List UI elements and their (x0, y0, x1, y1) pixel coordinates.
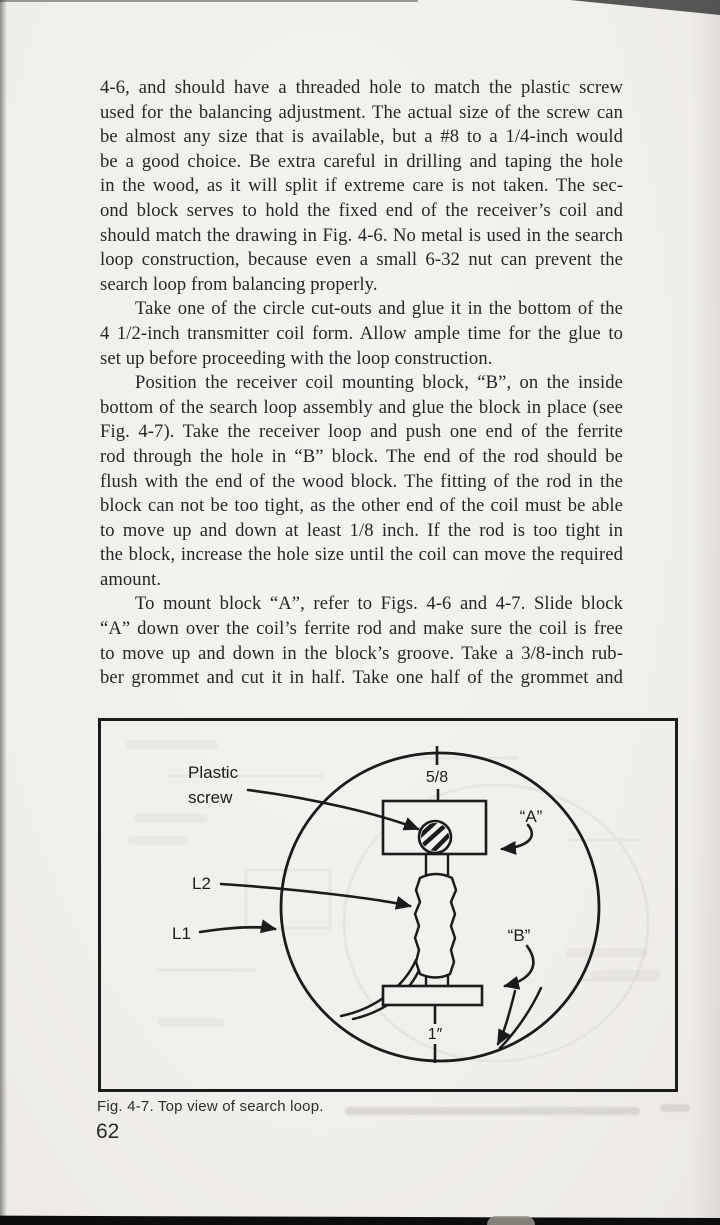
label-block-a: “A” (519, 807, 543, 826)
label-dim-top: 5/8 (425, 769, 449, 786)
paragraph (100, 371, 623, 592)
text-line: To mount block “A”, refer to Figs. 4-6 and 4-7. Slide block (135, 593, 623, 615)
text-line: flush with the end of the wood block. The fitting of the rod in the (100, 470, 623, 492)
paragraph (100, 592, 623, 690)
text-line: be a good choice. Be extra careful in drilling and taping the hole (100, 150, 623, 172)
block-b-arrow (505, 946, 533, 986)
text-line: 4 1/2-inch transmitter coil form. Allow ample time for the glue to (100, 322, 623, 344)
text-line: the block, increase the hole size until the coil can move the required (100, 544, 623, 566)
block-b (383, 986, 482, 1005)
text-line: should match the drawing in Fig. 4-6. No metal is used in the search (100, 224, 623, 246)
text-line: block can not be too tight, as the other end of the coil must be able (100, 495, 623, 517)
scan-edge-top (0, 0, 418, 2)
bleed-through-ghost (345, 1107, 640, 1115)
page-number: 62 (96, 1120, 120, 1143)
text-line: be almost any size that is available, but a #8 to a 1/4-inch would (100, 126, 623, 148)
l1-arrow (200, 927, 275, 932)
figure-svg (98, 718, 678, 1092)
text-line: bottom of the search loop assembly and glue the block in place (see (100, 396, 623, 418)
block-a-arrow (502, 825, 532, 849)
paragraph (100, 76, 623, 297)
text-line: used for the balancing adjustment. The actual size of the screw can (100, 101, 623, 123)
scan-edge-right-shade (690, 0, 720, 1225)
text-line: 4-6, and should have a threaded hole to match the plastic screw (100, 77, 623, 98)
label-plastic-screw-line2: screw (188, 788, 233, 807)
bleed-through-ghost (660, 1104, 690, 1112)
label-coil-l2: L2 (192, 874, 211, 893)
text-line: amount. (100, 568, 162, 590)
text-line: rod through the hole in “B” block. The end of the rod should be (100, 445, 623, 467)
label-dim-bottom: 1″ (427, 1026, 443, 1043)
text-line: to move up and down in the block’s groove. Take a 3/8-inch rub- (100, 642, 623, 664)
text-line: Take one of the circle cut-outs and glue it in the bottom of the (135, 298, 623, 320)
text-line: loop construction, because even a small 6-32 nut can prevent the (100, 249, 623, 271)
text-line: set up before proceeding with the loop construction. (100, 347, 493, 369)
figure-frame (98, 718, 678, 1092)
label-plastic-screw-line1: Plastic (188, 763, 239, 782)
coil-l2 (415, 874, 456, 978)
scan-edge-left (0, 0, 7, 1225)
text-line: ond block serves to hold the fixed end of the receiver’s coil and (100, 199, 623, 221)
l2-arrow (221, 884, 410, 906)
paragraph (100, 297, 623, 371)
text-line: Position the receiver coil mounting block, “B”, on the inside (135, 372, 623, 394)
figure-caption: Fig. 4-7. Top view of search loop. (97, 1098, 324, 1115)
label-block-b: “B” (507, 926, 531, 945)
scan-edge-bottom (0, 1213, 720, 1225)
text-line: search loop from balancing properly. (100, 273, 378, 295)
text-line: “A” down over the coil’s ferrite rod and make sure the coil is free (100, 618, 623, 640)
label-loop-l1: L1 (172, 924, 191, 943)
text-line: ber grommet and cut it in half. Take one half of the grommet and (100, 667, 623, 689)
body-text (100, 76, 623, 691)
text-line: to move up and down at least 1/8 inch. If the rod is too tight in (100, 519, 623, 541)
text-line: Fig. 4-7). Take the receiver loop and push one end of the ferrite (100, 421, 623, 443)
scan-edge-bottom-blob (487, 1216, 535, 1225)
text-line: in the wood, as it will split if extreme care is not taken. The sec- (100, 175, 623, 197)
